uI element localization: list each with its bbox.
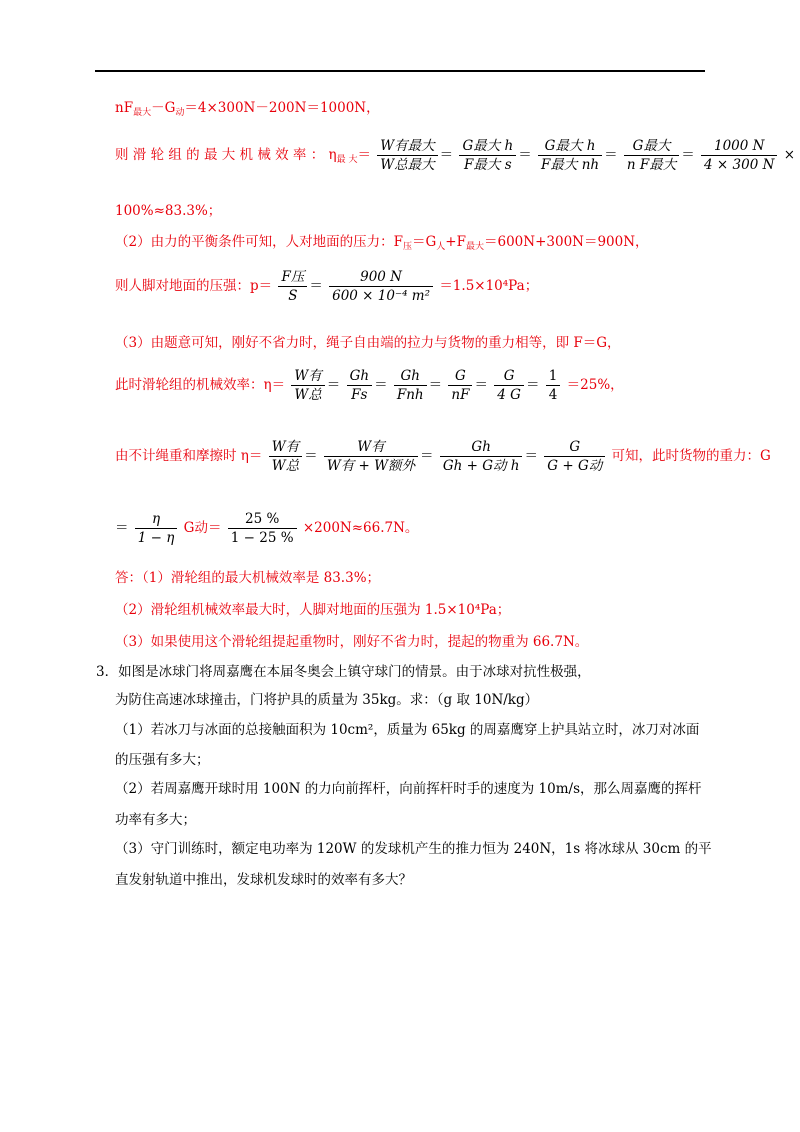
question-3-line-8: 直发射轨道中推出，发球机发球时的效率有多大？ bbox=[115, 872, 412, 888]
solution-line-5: 则人脚对地面的压强：p＝ $\frac{\text{F压}}{S}$ ＝ $\frac{900 N}{\text{600 × 10⁻⁴ m²}}$ ＝1.5×10⁴Pa； bbox=[115, 269, 539, 304]
question-3-line-6: 功率有多大； bbox=[115, 812, 196, 828]
numerator: G bbox=[544, 438, 605, 457]
fraction bbox=[546, 367, 561, 404]
denominator: 4 G bbox=[497, 387, 521, 403]
solution-line-9 bbox=[115, 510, 418, 547]
text: 可知，此时货物的重力：G bbox=[611, 448, 771, 464]
text: ＝G bbox=[411, 234, 437, 250]
solution-line-7: 此时滑轮组的机械效率：η＝ $\frac{\text{W有}}{\text{W总}}$ ＝ $\frac{Gh}{Fs}$ ＝ $\frac{Gh}{\text{Fnh}}$ ＝ $\frac{G}{nF}$ ＝ $\frac{G}{4 G}$ ＝ $\frac{1}{4}$ ＝25%， bbox=[115, 368, 624, 403]
numerator: 1 bbox=[546, 367, 561, 386]
numerator: W有最大 bbox=[377, 137, 437, 156]
text: ＝1.5×10⁴Pa； bbox=[439, 278, 539, 294]
denominator: 1 − η bbox=[137, 530, 175, 546]
question-3-line-1: 3．如图是冰球门将周嘉鹰在本届冬奥会上镇守球门的情景。由于冰球对抗性极强， bbox=[96, 664, 591, 680]
denominator: 4 bbox=[548, 387, 558, 403]
fraction bbox=[459, 137, 516, 174]
fraction bbox=[701, 137, 777, 174]
question-3-line-4: 的压强有多大； bbox=[115, 752, 210, 768]
fraction bbox=[494, 367, 524, 404]
subscript: 最大 bbox=[465, 242, 484, 252]
numerator: W有 bbox=[291, 367, 324, 386]
denominator: S bbox=[288, 288, 298, 304]
fraction bbox=[324, 438, 418, 475]
numerator: 1000 N bbox=[701, 137, 777, 156]
numerator: Gh bbox=[394, 367, 427, 386]
numerator: 900 N bbox=[329, 268, 433, 287]
numerator: G最大 h bbox=[538, 137, 602, 156]
denominator: n F最大 bbox=[626, 157, 677, 173]
denominator: F最大 nh bbox=[541, 157, 600, 173]
fraction bbox=[538, 137, 602, 174]
fraction bbox=[228, 510, 297, 547]
text: －G bbox=[151, 100, 176, 116]
denominator: nF bbox=[451, 387, 470, 403]
subscript: 最大 bbox=[133, 108, 152, 118]
text: ＝ bbox=[357, 147, 371, 163]
denominator: G + G动 bbox=[547, 458, 603, 474]
text: ＝25%， bbox=[566, 377, 624, 393]
numerator: Gh bbox=[440, 438, 523, 457]
solution-line-4 bbox=[115, 232, 649, 254]
text: nF bbox=[115, 100, 134, 116]
text: （2）由力的平衡条件可知，人对地面的压力：F bbox=[115, 234, 403, 250]
text: 则人脚对地面的压强：p＝ bbox=[115, 278, 273, 294]
answer-2: （2）滑轮组机械效率最大时，人脚对地面的压强为 1.5×10⁴Pa； bbox=[115, 602, 511, 618]
question-3-line-5: （2）若周嘉鹰开球时用 100N 的力向前挥杆，向前挥杆时手的速度为 10m/s，那么周嘉鹰的挥杆 bbox=[115, 781, 702, 797]
numerator: G最大 h bbox=[459, 137, 516, 156]
answer-1: 答：（1）滑轮组的最大机械效率是 83.3%； bbox=[115, 570, 381, 586]
denominator: 4 × 300 N bbox=[704, 157, 775, 173]
fraction bbox=[329, 268, 433, 305]
fraction bbox=[440, 438, 523, 475]
fraction bbox=[347, 367, 372, 404]
denominator: W总 bbox=[271, 458, 300, 474]
numerator: W有 bbox=[269, 438, 302, 457]
denominator: Fnh bbox=[396, 387, 424, 403]
denominator: W有 + W额外 bbox=[326, 458, 416, 474]
header-rule bbox=[95, 70, 705, 72]
denominator: W总 bbox=[294, 387, 322, 403]
fraction bbox=[544, 438, 605, 475]
question-3-line-2: 为防住高速冰球撞击，门将护具的质量为 35kg。求：（g 取 10N/kg） bbox=[115, 692, 539, 708]
numerator: η bbox=[135, 510, 178, 529]
text: 此时滑轮组的机械效率：η＝ bbox=[115, 377, 286, 393]
subscript: 最 大 bbox=[336, 155, 358, 165]
denominator: Gh + G动 h bbox=[442, 458, 520, 474]
solution-line-3: 100%≈83.3%； bbox=[115, 203, 222, 219]
solution-line-6: （3）由题意可知，刚好不省力时，绳子自由端的拉力与货物的重力相等，即 F＝G， bbox=[115, 335, 621, 351]
text: ＝ bbox=[115, 520, 129, 536]
subscript: 动 bbox=[175, 108, 185, 118]
numerator: 25 % bbox=[228, 510, 297, 529]
numerator: W有 bbox=[324, 438, 418, 457]
solution-line-1 bbox=[115, 98, 380, 120]
text: ＝4×300N－200N＝1000N， bbox=[184, 100, 380, 116]
subscript: 压 bbox=[402, 242, 412, 252]
text: G动＝ bbox=[183, 520, 222, 536]
numerator: G bbox=[494, 367, 524, 386]
denominator: 600 × 10⁻⁴ m² bbox=[332, 288, 431, 304]
numerator: Gh bbox=[347, 367, 372, 386]
numerator: G最大 bbox=[624, 137, 679, 156]
numerator: F压 bbox=[278, 268, 307, 287]
answer-3: （3）如果使用这个滑轮组提起重物时，刚好不省力时，提起的物重为 66.7N。 bbox=[115, 634, 589, 650]
text: 则 滑 轮 组 的 最 大 机 械 效 率 ： η bbox=[115, 147, 337, 163]
question-3-line-7: （3）守门训练时，额定电功率为 120W 的发球机产生的推力恒为 240N，1s 将冰球从 30cm 的平 bbox=[115, 841, 712, 857]
text: ＝600N+300N＝900N， bbox=[484, 234, 649, 250]
solution-line-8: 由不计绳重和摩擦时 η＝ $\frac{\text{W有}}{\text{W总}}$ ＝ $\frac{\text{W有}}{\text{W有 + W额外}}$ ＝ $\frac{Gh}{\text{Gh + G动 h}}$ ＝ $\frac{G}{\text{G + G动}}$ 可知，此时货物的重力：G bbox=[115, 439, 771, 474]
fraction bbox=[624, 137, 679, 174]
text: +F bbox=[445, 234, 466, 250]
solution-line-2: 则 滑 轮 组 的 最 大 机 械 效 率 ： $\eta_{最 大}=$ $\frac{\text{W有最大}}{\text{W总最大}}$ ＝ $\frac{\text{G最大 h}}{\text{F最大 s}}$ ＝ $\frac{\text{G最大 h}}{\text{F最大 nh}}$ ＝ $\frac{\text{G最大}}{\text{n F最大}}$ ＝ $\frac{1000 N}{4 \times 300 N}$ × bbox=[115, 138, 796, 173]
numerator: G bbox=[448, 367, 472, 386]
denominator: Fs bbox=[351, 387, 368, 403]
fraction bbox=[278, 268, 307, 305]
fraction bbox=[394, 367, 427, 404]
fraction bbox=[135, 510, 178, 547]
text: ×200N≈66.7N。 bbox=[302, 520, 419, 536]
fraction bbox=[377, 137, 437, 174]
denominator: W总最大 bbox=[380, 157, 435, 173]
fraction bbox=[448, 367, 472, 404]
text: × bbox=[783, 147, 796, 163]
text: 由不计绳重和摩擦时 η＝ bbox=[115, 448, 263, 464]
fraction bbox=[291, 367, 324, 404]
denominator: 1 − 25 % bbox=[230, 530, 294, 546]
subscript: 人 bbox=[436, 242, 446, 252]
denominator: F最大 s bbox=[464, 157, 512, 173]
question-3-line-3: （1）若冰刀与冰面的总接触面积为 10cm²，质量为 65kg 的周嘉鹰穿上护具站立时，冰刀对冰面 bbox=[115, 722, 700, 738]
fraction bbox=[269, 438, 302, 475]
